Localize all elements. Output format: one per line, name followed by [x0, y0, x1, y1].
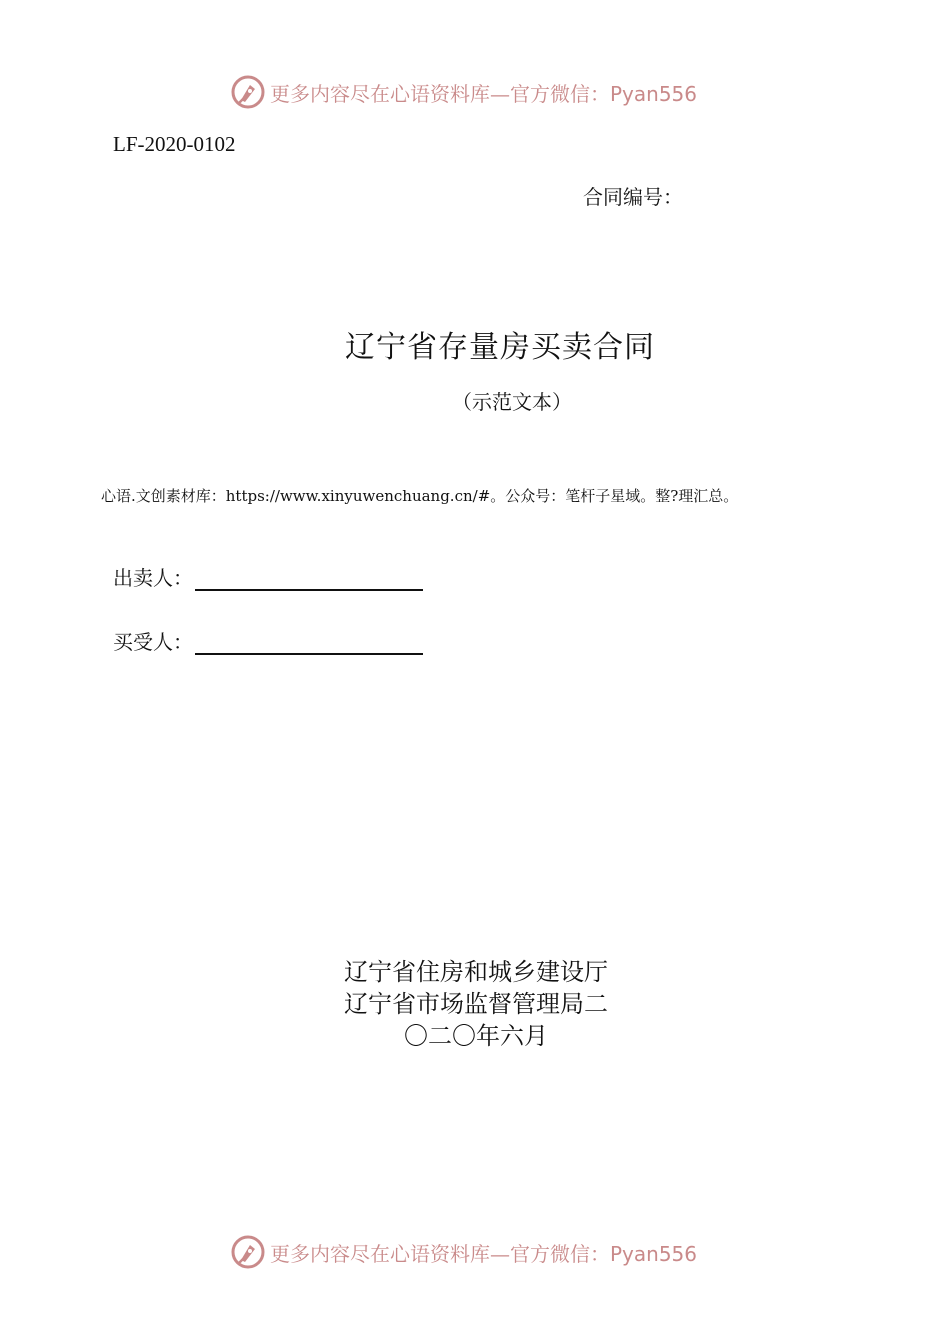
issuer-line-2: 辽宁省市场监督管理局二 [344, 990, 608, 1018]
watermark-wechat-id: Pyan556 [610, 81, 698, 106]
seller-blank-line [195, 567, 423, 591]
watermark-wechat-id: Pyan556 [610, 1241, 698, 1266]
issuer-line-1: 辽宁省住房和城乡建设厅 [344, 958, 608, 986]
document-subtitle: （示范文本） [452, 390, 572, 414]
contract-number-label: 合同编号： [583, 185, 683, 209]
seller-row [113, 562, 423, 591]
document-code: LF-2020-0102 [113, 132, 236, 156]
buyer-label: 买受人： [113, 630, 193, 654]
watermark-banner-bottom [230, 1232, 730, 1272]
pen-nib-logo-icon [230, 1234, 266, 1270]
seller-label: 出卖人： [113, 566, 193, 590]
watermark-banner-top [230, 72, 730, 112]
issue-date: 〇二〇年六月 [404, 1022, 548, 1050]
document-title: 辽宁省存量房买卖合同 [345, 330, 655, 365]
watermark-text: 更多内容尽在心语资料库—官方微信：Pyan556 [270, 81, 698, 106]
buyer-row [113, 626, 423, 655]
buyer-blank-line [195, 631, 423, 655]
source-note: 心语.文创素材库：https://www.xinyuwenchuang.cn/#。公众号：笔杆子星域。整?理汇总。 [101, 487, 739, 505]
pen-nib-logo-icon [230, 74, 266, 110]
watermark-text: 更多内容尽在心语资料库—官方微信：Pyan556 [270, 1241, 698, 1266]
